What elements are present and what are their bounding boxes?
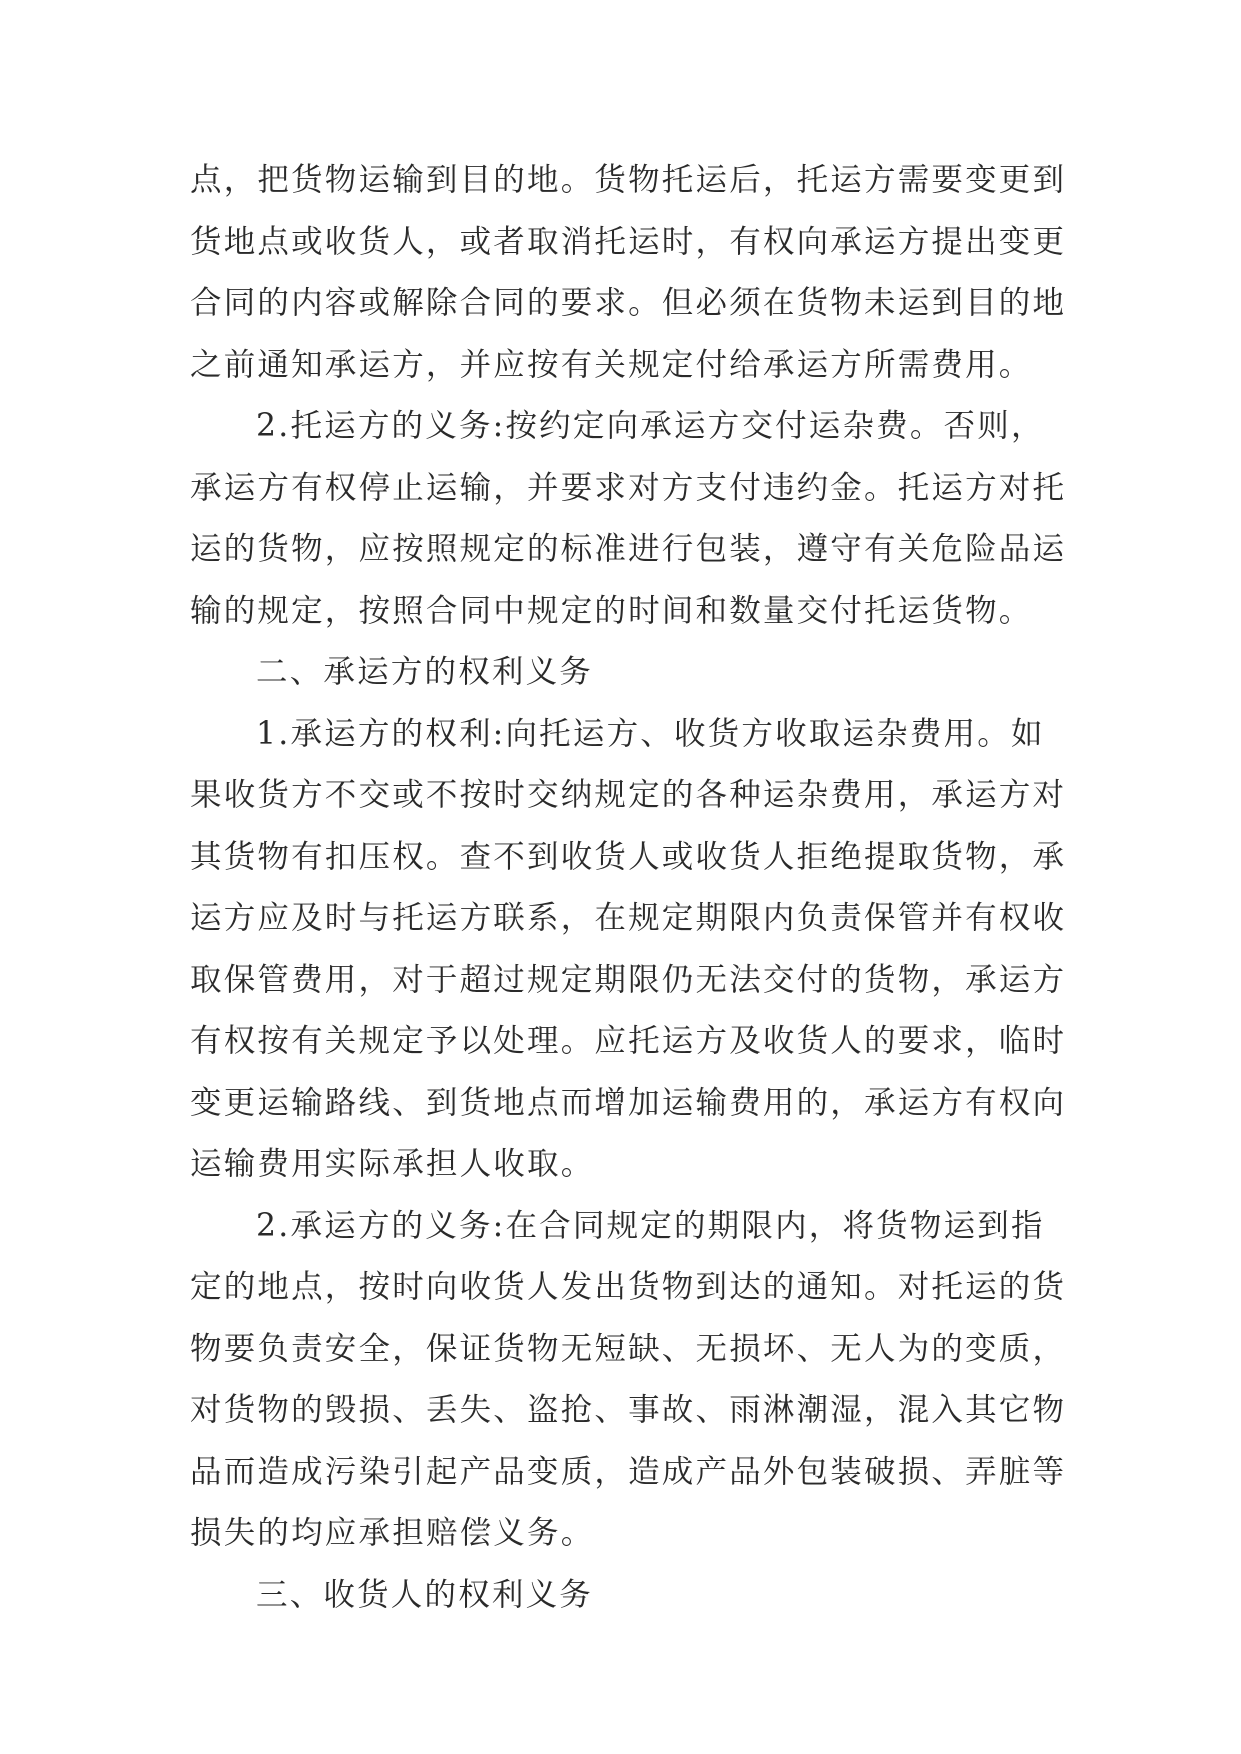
body-text [190, 150, 1067, 1626]
section-heading: 二、承运方的权利义务 [256, 654, 594, 690]
text-line: 取保管费用，对于超过规定期限仍无法交付的货物，承运方 [190, 961, 1067, 998]
text-line: 2.承运方的义务:在合同规定的期限内，将货物运到指 [256, 1207, 1045, 1244]
text-line: 运的货物，应按照规定的标准进行包装，遵守有关危险品运 [190, 531, 1067, 567]
text-line: 对货物的毁损、丢失、盗抢、事故、雨淋潮湿，混入其它物 [190, 1392, 1067, 1428]
section-heading: 三、收货人的权利义务 [256, 1576, 594, 1613]
text-line: 损失的均应承担赔偿义务。 [190, 1515, 595, 1551]
text-line: 其货物有扣压权。查不到收货人或收货人拒绝提取货物，承 [190, 838, 1067, 875]
text-line: 1.承运方的权利:向托运方、收货方收取运杂费用。如 [256, 715, 1045, 752]
text-line: 果收货方不交或不按时交纳规定的各种运杂费用，承运方对 [190, 777, 1067, 813]
text-line: 物要负责安全，保证货物无短缺、无损坏、无人为的变质， [190, 1330, 1067, 1367]
text-line: 2.托运方的义务:按约定向承运方交付运杂费。否则， [256, 408, 1045, 444]
text-line: 变更运输路线、到货地点而增加运输费用的，承运方有权向 [190, 1084, 1067, 1121]
text-line: 点，把货物运输到目的地。货物托运后，托运方需要变更到 [190, 162, 1067, 198]
text-line: 货地点或收货人，或者取消托运时，有权向承运方提出变更 [190, 223, 1067, 260]
text-line: 承运方有权停止运输，并要求对方支付违约金。托运方对托 [190, 469, 1067, 506]
text-line: 之前通知承运方，并应按有关规定付给承运方所需费用。 [190, 346, 1033, 383]
text-line: 输的规定，按照合同中规定的时间和数量交付托运货物。 [190, 592, 1033, 629]
text-line: 运输费用实际承担人收取。 [190, 1146, 595, 1182]
text-line: 合同的内容或解除合同的要求。但必须在货物未运到目的地 [190, 285, 1067, 321]
text-line: 有权按有关规定予以处理。应托运方及收货人的要求，临时 [190, 1023, 1067, 1059]
text-line: 品而造成污染引起产品变质，造成产品外包装破损、弄脏等 [190, 1453, 1067, 1490]
text-line: 定的地点，按时向收货人发出货物到达的通知。对托运的货 [190, 1269, 1067, 1305]
text-line: 运方应及时与托运方联系，在规定期限内负责保管并有权收 [190, 900, 1067, 936]
